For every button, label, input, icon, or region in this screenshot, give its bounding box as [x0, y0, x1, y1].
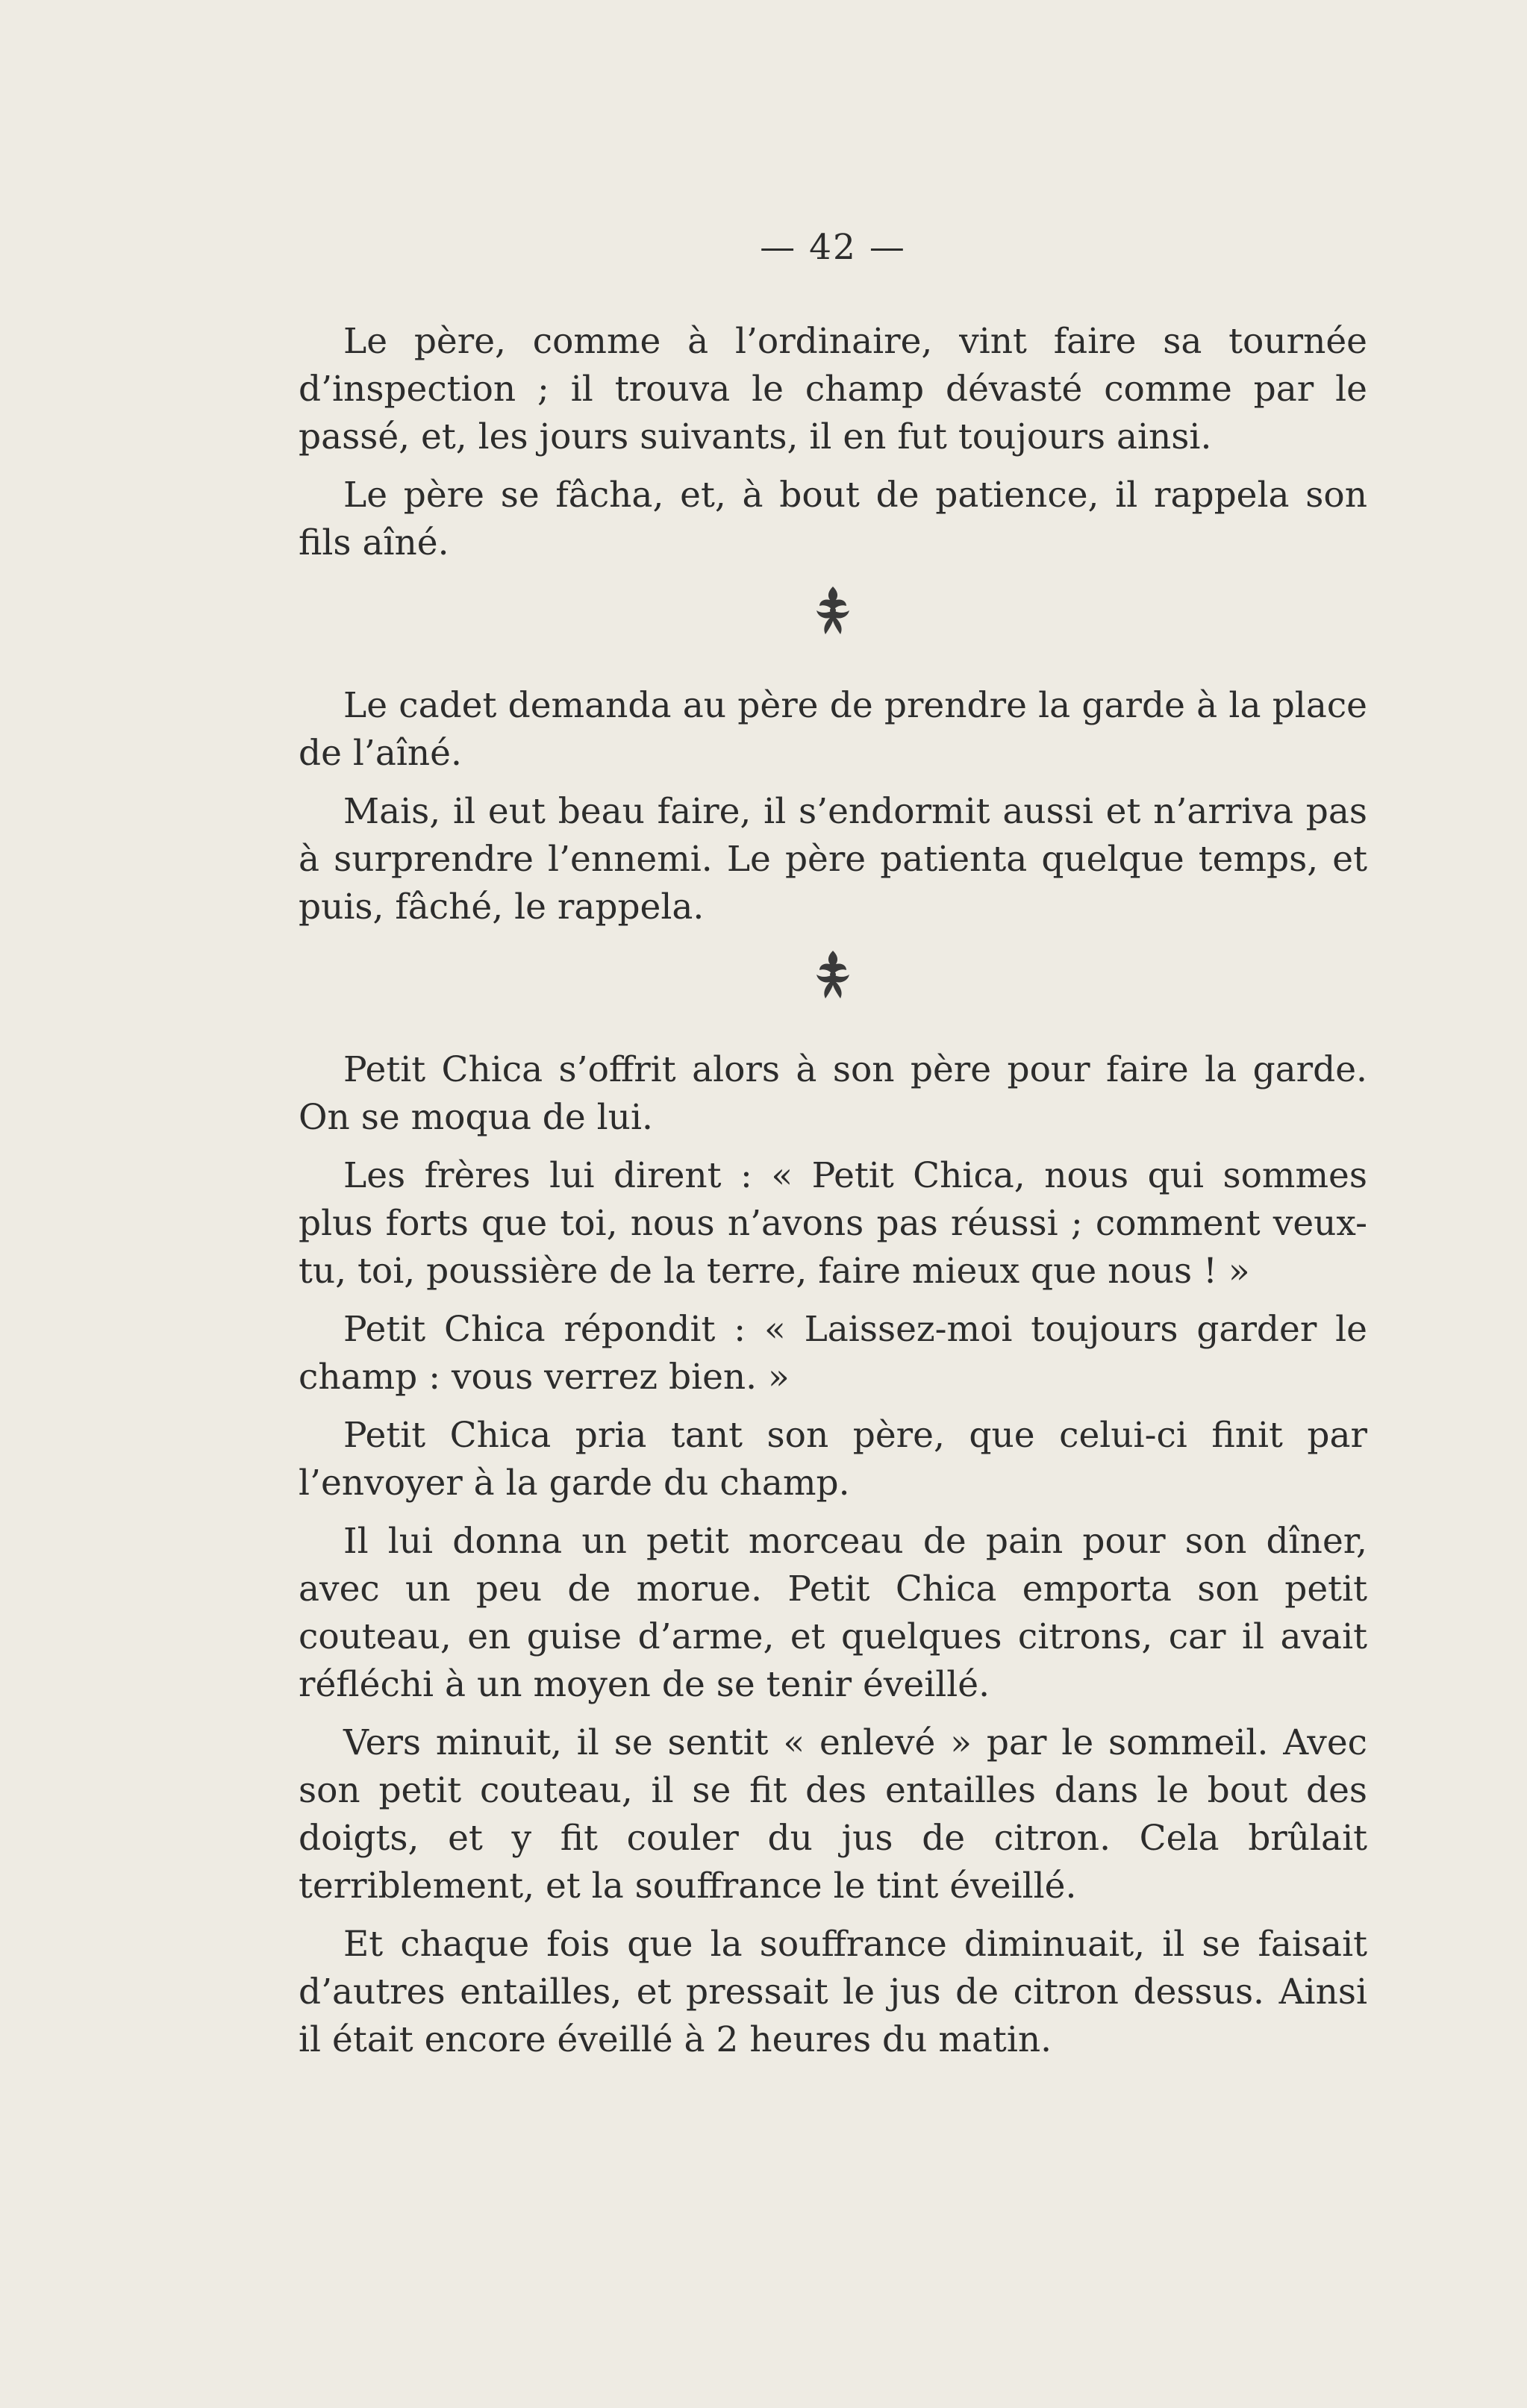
paragraph: Petit Chica pria tant son père, que celui-ci finit par l’envoyer à la garde du champ.: [299, 1415, 1367, 1504]
fleuron-icon: [803, 945, 863, 1004]
paragraph: Mais, il eut beau faire, il s’endormit aussi et n’arriva pas à surprendre l’ennemi. Le père patienta quelque temps, et puis, fâché, le rappela.: [299, 791, 1367, 928]
paragraph: Petit Chica répondit : « Laissez-moi toujours garder le champ : vous verrez bien. »: [299, 1309, 1367, 1398]
text-block: [299, 224, 1367, 2074]
paragraph: Et chaque fois que la souffrance diminuait, il se faisait d’autres entailles, et pressait le jus de citron dessus. Ainsi il était encore éveillé à 2 heures du matin.: [299, 1924, 1367, 2060]
paragraph: Il lui donna un petit morceau de pain pour son dîner, avec un peu de morue. Petit Chica emporta son petit couteau, en guise d’arme, et quelques citrons, car il avait réfléchi à un moyen de se tenir éveillé.: [299, 1521, 1367, 1705]
paragraph: Le père se fâcha, et, à bout de patience, il rappela son fils aîné.: [299, 475, 1367, 563]
paragraph: Le père, comme à l’ordinaire, vint faire sa tournée d’inspection ; il trouva le champ dévasté comme par le passé, et, les jours suivants, il en fut toujours ainsi.: [299, 321, 1367, 457]
paragraph: Les frères lui dirent : « Petit Chica, nous qui sommes plus forts que toi, nous n’avons pas réussi ; comment veux-tu, toi, poussière de la terre, faire mieux que nous ! »: [299, 1155, 1367, 1292]
paragraph: Vers minuit, il se sentit « enlevé » par le sommeil. Avec son petit couteau, il se fit des entailles dans le bout des doigts, et y fit couler du jus de citron. Cela brûlait terriblement, et la souffrance le tint éveillé.: [299, 1722, 1367, 1907]
fleuron-icon: [803, 581, 863, 640]
page-number: — 42 —: [760, 227, 906, 268]
paragraph: Petit Chica s’offrit alors à son père pour faire la garde. On se moqua de lui.: [299, 1049, 1367, 1138]
paragraph: Le cadet demanda au père de prendre la garde à la place de l’aîné.: [299, 685, 1367, 774]
